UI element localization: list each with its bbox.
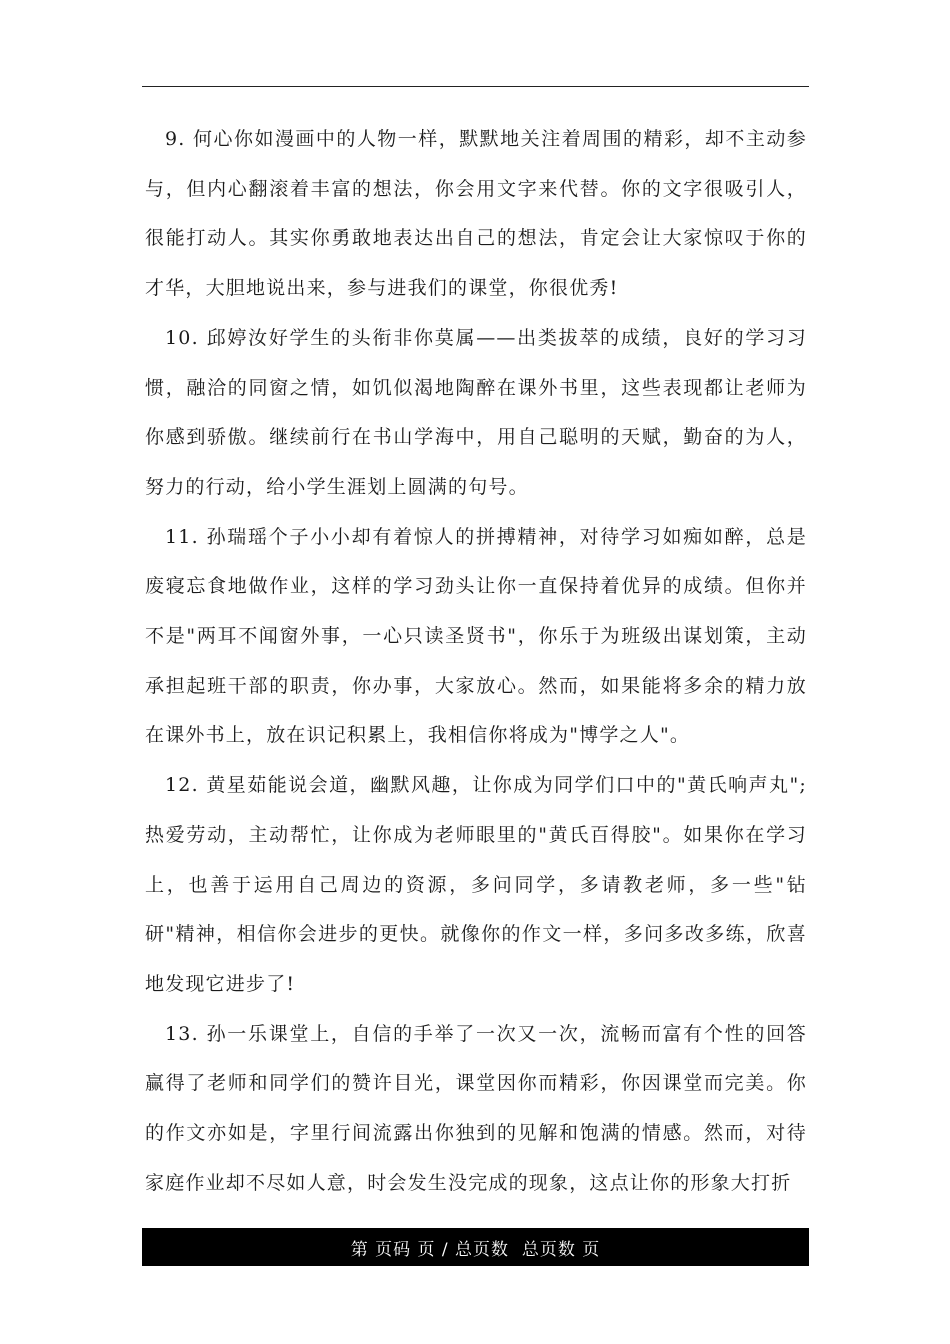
paragraph-13: 13. 孙一乐课堂上，自信的手举了一次又一次，流畅而富有个性的回答赢得了老师和同学们的赞许目光，课堂因你而精彩，你因课堂而完美。你的作文亦如是，字里行间流露出你独到的见解和饱满的情感。然而，对待家庭作业却不尽如人意，时会发生没完成的现象，这点让你的形象大打折: [145, 1022, 807, 1194]
page-number-text: 第 页码 页 / 总页数 总页数 页: [350, 1239, 601, 1260]
document-body: [145, 115, 807, 1208]
paragraph-11: 11. 孙瑞瑶个子小小却有着惊人的拼搏精神，对待学习如痴如醉，总是废寝忘食地做作业，这样的学习劲头让你一直保持着优异的成绩。但你并不是"两耳不闻窗外事，一心只读圣贤书"，你乐于为班级出谋划策，主动承担起班干部的职责，你办事，大家放心。然而，如果能将多余的精力放在课外书上，放在识记积累上，我相信你将成为"博学之人"。: [145, 525, 807, 747]
paragraph-9: 9. 何心你如漫画中的人物一样，默默地关注着周围的精彩，却不主动参与，但内心翻滚着丰富的想法，你会用文字来代替。你的文字很吸引人，很能打动人。其实你勇敢地表达出自己的想法，肯定会让大家惊叹于你的才华，大胆地说出来，参与进我们的课堂，你很优秀!: [145, 128, 807, 300]
paragraph-10: 10. 邱婷汝好学生的头衔非你莫属——出类拔萃的成绩，良好的学习习惯，融洽的同窗之情，如饥似渴地陶醉在课外书里，这些表现都让老师为你感到骄傲。继续前行在书山学海中，用自己聪明的天赋，勤奋的为人，努力的行动，给小学生涯划上圆满的句号。: [145, 326, 807, 498]
header-divider: [142, 86, 809, 87]
page-footer: [142, 1228, 809, 1266]
paragraph-12: 12. 黄星茹能说会道，幽默风趣，让你成为同学们口中的"黄氏响声丸";热爱劳动，主动帮忙，让你成为老师眼里的"黄氏百得胶"。如果你在学习上，也善于运用自己周边的资源，多问同学，多请教老师，多一些"钻研"精神，相信你会进步的更快。就像你的作文一样，多问多改多练，欣喜地发现它进步了!: [145, 774, 807, 995]
